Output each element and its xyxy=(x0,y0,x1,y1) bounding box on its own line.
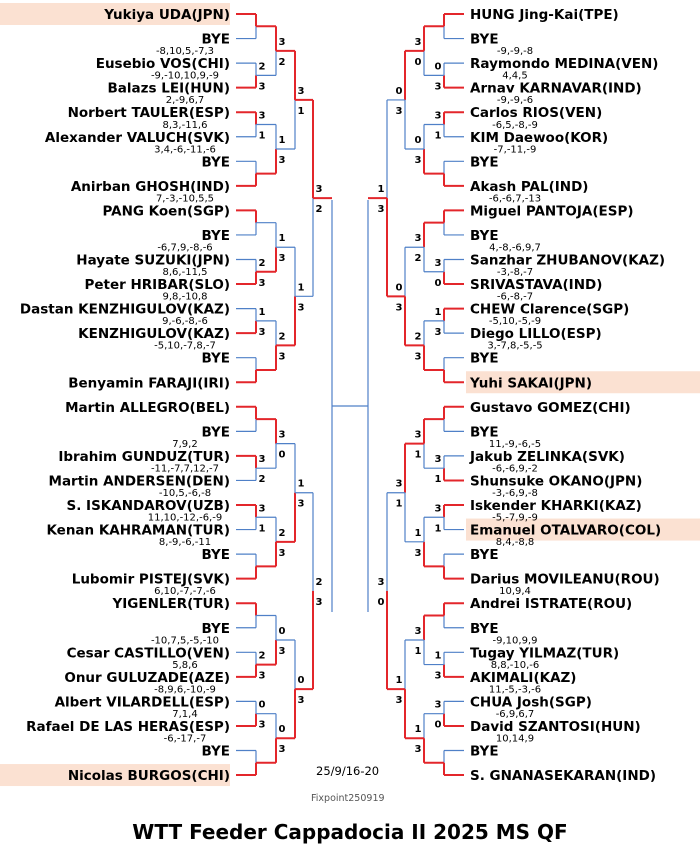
player-names xyxy=(20,7,665,784)
match-score: 11,-5,-3,-6 xyxy=(488,684,542,696)
match-score: 11,10,-12,-6,-9 xyxy=(147,512,223,524)
game-count: 3 xyxy=(258,326,266,338)
player-name: Jakub ZELINKA(SVK) xyxy=(470,448,625,465)
player-name: BYE xyxy=(201,424,230,441)
game-count: 1 xyxy=(258,130,266,142)
player-name: Eusebio VOS(CHI) xyxy=(95,56,230,73)
match-score: 8,-9,-6,-11 xyxy=(158,537,212,549)
match-score: 3,-7,8,-5,-5 xyxy=(487,340,543,352)
player-name: Andrei ISTRATE(ROU) xyxy=(470,596,633,613)
game-count: 3 xyxy=(434,326,442,338)
player-name: Dastan KENZHIGULOV(KAZ) xyxy=(19,301,230,318)
game-count: 3 xyxy=(258,719,266,731)
player-name: Sanzhar ZHUBANOV(KAZ) xyxy=(470,252,666,269)
game-count: 3 xyxy=(434,503,442,515)
player-name: BYE xyxy=(201,620,230,637)
game-count: 2 xyxy=(258,650,266,662)
match-score: -8,9,6,-10,-9 xyxy=(154,684,216,696)
game-count: 2 xyxy=(414,253,422,265)
player-name: Emanuel OTALVARO(COL) xyxy=(470,522,662,539)
match-score: -9,-9,-8 xyxy=(496,46,534,58)
game-count: 1 xyxy=(434,650,442,662)
player-name: Nicolas BURGOS(CHI) xyxy=(67,768,230,785)
match-score: 5,8,6 xyxy=(172,659,198,671)
match-scores xyxy=(148,46,543,744)
match-score: -11,-7,7,12,-7 xyxy=(150,463,220,475)
player-name: Miguel PANTOJA(ESP) xyxy=(470,203,634,220)
player-name: Benyamin FARAJI(IRI) xyxy=(68,375,230,392)
match-score: -6,-17,-7 xyxy=(163,733,207,745)
game-count: 3 xyxy=(258,503,266,515)
game-count: 3 xyxy=(377,576,385,588)
match-score: -5,10,-7,8,-7 xyxy=(154,340,216,352)
game-count: 1 xyxy=(434,130,442,142)
game-count: 3 xyxy=(258,81,266,93)
player-name: Arnav KARNAVAR(IND) xyxy=(470,80,642,97)
game-count: 3 xyxy=(278,547,286,559)
game-count: 0 xyxy=(258,699,266,711)
match-score: -9,-9,-6 xyxy=(496,95,534,107)
game-count: 0 xyxy=(278,626,286,638)
game-count: 3 xyxy=(414,744,422,756)
match-score: -9,-10,10,9,-9 xyxy=(150,70,220,82)
game-count: 0 xyxy=(434,277,442,289)
player-name: Alexander VALUCH(SVK) xyxy=(44,129,230,146)
game-count: 1 xyxy=(434,474,442,486)
player-name: BYE xyxy=(470,31,499,48)
game-count: 3 xyxy=(434,81,442,93)
player-name: Yuhi SAKAI(JPN) xyxy=(470,375,593,392)
page-title: WTT Feeder Cappadocia II 2025 MS QF xyxy=(132,820,568,844)
player-name: BYE xyxy=(201,547,230,564)
game-count: 3 xyxy=(434,454,442,466)
game-counts xyxy=(259,37,442,755)
game-count: 1 xyxy=(414,527,422,539)
player-name: Shunsuke OKANO(JPN) xyxy=(470,473,643,490)
game-count: 2 xyxy=(278,527,286,539)
game-count: 3 xyxy=(278,744,286,756)
game-count: 2 xyxy=(258,257,266,269)
player-name: KENZHIGULOV(KAZ) xyxy=(78,326,230,343)
game-count: 2 xyxy=(258,474,266,486)
match-score: -5,10,-5,-9 xyxy=(488,316,542,328)
game-count: 3 xyxy=(278,253,286,265)
game-count: 2 xyxy=(414,331,422,343)
game-count: 1 xyxy=(414,449,422,461)
game-count: 0 xyxy=(414,56,422,68)
player-name: SRIVASTAVA(IND) xyxy=(470,277,603,294)
game-count: 3 xyxy=(297,498,305,510)
game-count: 1 xyxy=(377,184,385,196)
match-score: 10,14,9 xyxy=(495,733,535,745)
match-score: 7,-3,-10,5,5 xyxy=(155,193,215,205)
player-name: Diego LILLO(ESP) xyxy=(470,326,602,343)
match-score: 4,4,5 xyxy=(502,70,528,82)
game-count: 3 xyxy=(395,478,403,490)
player-name: HUNG Jing-Kai(TPE) xyxy=(470,7,619,23)
game-count: 0 xyxy=(278,449,286,461)
game-count: 3 xyxy=(297,695,305,707)
game-count: 1 xyxy=(414,724,422,736)
match-score: 8,8,-10,-6 xyxy=(490,659,540,671)
game-count: 3 xyxy=(434,699,442,711)
game-count: 1 xyxy=(278,135,286,147)
game-count: 3 xyxy=(395,695,403,707)
player-name: BYE xyxy=(470,743,499,760)
game-count: 3 xyxy=(395,302,403,314)
game-count: 0 xyxy=(395,282,403,294)
player-name: S. ISKANDAROV(UZB) xyxy=(66,498,230,514)
player-name: Onur GULUZADE(AZE) xyxy=(64,669,230,686)
match-score: 6,10,-7,-7,-6 xyxy=(154,586,216,598)
player-name: BYE xyxy=(201,154,230,171)
game-count: 0 xyxy=(297,675,305,687)
game-count: 1 xyxy=(297,105,305,117)
game-count: 1 xyxy=(297,478,305,490)
credit-label: Fixpoint250919 xyxy=(311,793,385,804)
match-score: -9,10,9,9 xyxy=(492,635,538,647)
game-count: 3 xyxy=(258,110,266,122)
game-count: 0 xyxy=(414,135,422,147)
bracket-lines xyxy=(236,14,464,775)
game-count: 3 xyxy=(258,454,266,466)
player-name: Cesar CASTILLO(VEN) xyxy=(66,645,230,662)
player-name: BYE xyxy=(470,547,499,564)
game-count: 3 xyxy=(414,547,422,559)
player-name: Norbert TAULER(ESP) xyxy=(67,105,230,122)
game-count: 3 xyxy=(297,302,305,314)
game-count: 3 xyxy=(278,155,286,167)
game-count: 3 xyxy=(297,85,305,97)
player-name: BYE xyxy=(470,154,499,171)
game-count: 2 xyxy=(315,204,323,216)
match-score: 11,-9,-6,-5 xyxy=(488,438,542,450)
match-score: 4,-8,-6,9,7 xyxy=(489,242,541,254)
match-score: 10,9,4 xyxy=(499,586,531,598)
game-count: 3 xyxy=(395,105,403,117)
game-count: 3 xyxy=(414,429,422,441)
match-score: 8,6,-11,5 xyxy=(162,267,208,279)
player-name: Anirban GHOSH(IND) xyxy=(70,178,230,195)
match-score: -8,10,5,-7,3 xyxy=(155,46,215,58)
player-name: Iskender KHARKI(KAZ) xyxy=(470,498,642,514)
player-name: YIGENLER(TUR) xyxy=(112,596,230,613)
game-count: 2 xyxy=(315,576,323,588)
player-name: BYE xyxy=(470,620,499,637)
player-name: Peter HRIBAR(SLO) xyxy=(84,277,230,294)
game-count: 1 xyxy=(278,233,286,245)
player-name: David SZANTOSI(HUN) xyxy=(470,718,641,735)
match-score: -7,-11,-9 xyxy=(493,144,537,156)
game-count: 2 xyxy=(258,61,266,73)
game-count: 1 xyxy=(434,306,442,318)
player-name: BYE xyxy=(201,350,230,367)
game-count: 3 xyxy=(434,110,442,122)
player-name: BYE xyxy=(201,227,230,244)
game-count: 0 xyxy=(434,61,442,73)
game-count: 3 xyxy=(278,429,286,441)
game-count: 2 xyxy=(278,56,286,68)
match-score: -6,9,6,7 xyxy=(495,708,535,720)
game-count: 3 xyxy=(414,36,422,48)
match-score: 9,8,-10,8 xyxy=(162,291,208,303)
player-name: KIM Daewoo(KOR) xyxy=(470,129,609,146)
player-name: S. GNANASEKARAN(IND) xyxy=(470,768,656,785)
game-count: 0 xyxy=(377,596,385,608)
match-score: 3,4,-6,-11,-6 xyxy=(154,144,216,156)
player-name: Ibrahim GUNDUZ(TUR) xyxy=(58,448,230,465)
match-score: 8,3,-11,6 xyxy=(162,119,208,131)
player-name: Lubomir PISTEJ(SVK) xyxy=(71,571,230,588)
player-name: Albert VILARDELL(ESP) xyxy=(54,694,230,711)
player-name: Akash PAL(IND) xyxy=(470,178,589,195)
player-name: Tugay YILMAZ(TUR) xyxy=(470,645,620,662)
game-count: 1 xyxy=(395,675,403,687)
player-name: Hayate SUZUKI(JPN) xyxy=(76,252,230,269)
player-name: Martin ALLEGRO(BEL) xyxy=(65,399,230,416)
match-score: -6,-6,9,-2 xyxy=(492,463,538,475)
game-count: 0 xyxy=(278,724,286,736)
match-score: -5,-7,9,-9 xyxy=(492,512,538,524)
game-count: 3 xyxy=(258,670,266,682)
game-count: 1 xyxy=(434,523,442,535)
match-score: -6,7,9,-8,-6 xyxy=(157,242,213,254)
player-name: BYE xyxy=(470,350,499,367)
game-count: 3 xyxy=(315,184,323,196)
player-name: BYE xyxy=(470,227,499,244)
game-count: 3 xyxy=(315,596,323,608)
player-name: Raymondo MEDINA(VEN) xyxy=(470,56,659,73)
player-name: CHEW Clarence(SGP) xyxy=(470,301,630,318)
player-name: AKIMALI(KAZ) xyxy=(470,669,577,686)
game-count: 3 xyxy=(278,351,286,363)
player-name: BYE xyxy=(201,31,230,48)
game-count: 3 xyxy=(278,646,286,658)
match-score: 8,4,-8,8 xyxy=(495,537,535,549)
match-score: -3,-8,-7 xyxy=(496,267,534,279)
match-score: -10,7,5,-5,-10 xyxy=(150,635,220,647)
game-count: 3 xyxy=(414,233,422,245)
match-score: -6,5,-8,-9 xyxy=(492,119,538,131)
event-date: 25/9/16-20 xyxy=(316,764,380,778)
game-count: 2 xyxy=(278,331,286,343)
match-score: 9,-6,-8,-6 xyxy=(162,316,208,328)
game-count: 3 xyxy=(278,36,286,48)
game-count: 1 xyxy=(395,498,403,510)
game-count: 1 xyxy=(258,306,266,318)
player-name: Rafael DE LAS HERAS(ESP) xyxy=(26,718,230,735)
game-count: 3 xyxy=(434,670,442,682)
match-score: -10,5,-6,-8 xyxy=(158,488,212,499)
match-score: 7,9,2 xyxy=(172,438,198,450)
player-name: Martin ANDERSEN(DEN) xyxy=(48,473,230,490)
match-score: -3,-6,9,-8 xyxy=(492,488,538,499)
player-name: CHUA Josh(SGP) xyxy=(470,694,592,711)
player-name: Darius MOVILEANU(ROU) xyxy=(470,571,660,588)
player-name: PANG Koen(SGP) xyxy=(102,203,230,220)
game-count: 0 xyxy=(434,719,442,731)
game-count: 3 xyxy=(258,277,266,289)
game-count: 1 xyxy=(414,646,422,658)
player-name: Kenan KAHRAMAN(TUR) xyxy=(46,522,230,539)
player-name: Carlos RIOS(VEN) xyxy=(470,105,603,122)
game-count: 3 xyxy=(414,626,422,638)
player-name: Yukiya UDA(JPN) xyxy=(104,7,230,23)
player-name: Gustavo GOMEZ(CHI) xyxy=(470,399,631,416)
game-count: 0 xyxy=(395,85,403,97)
match-score: -6,-6,7,-13 xyxy=(488,193,542,205)
game-count: 3 xyxy=(434,257,442,269)
game-count: 3 xyxy=(377,204,385,216)
player-name: Balazs LEI(HUN) xyxy=(107,80,230,97)
match-score: 2,-9,6,7 xyxy=(165,95,205,107)
player-name: BYE xyxy=(201,743,230,760)
match-score: 7,1,4 xyxy=(172,708,198,720)
player-name: BYE xyxy=(470,424,499,441)
game-count: 1 xyxy=(297,282,305,294)
game-count: 1 xyxy=(258,523,266,535)
game-count: 3 xyxy=(414,351,422,363)
match-score: -6,-8,-7 xyxy=(496,291,534,303)
game-count: 3 xyxy=(414,155,422,167)
